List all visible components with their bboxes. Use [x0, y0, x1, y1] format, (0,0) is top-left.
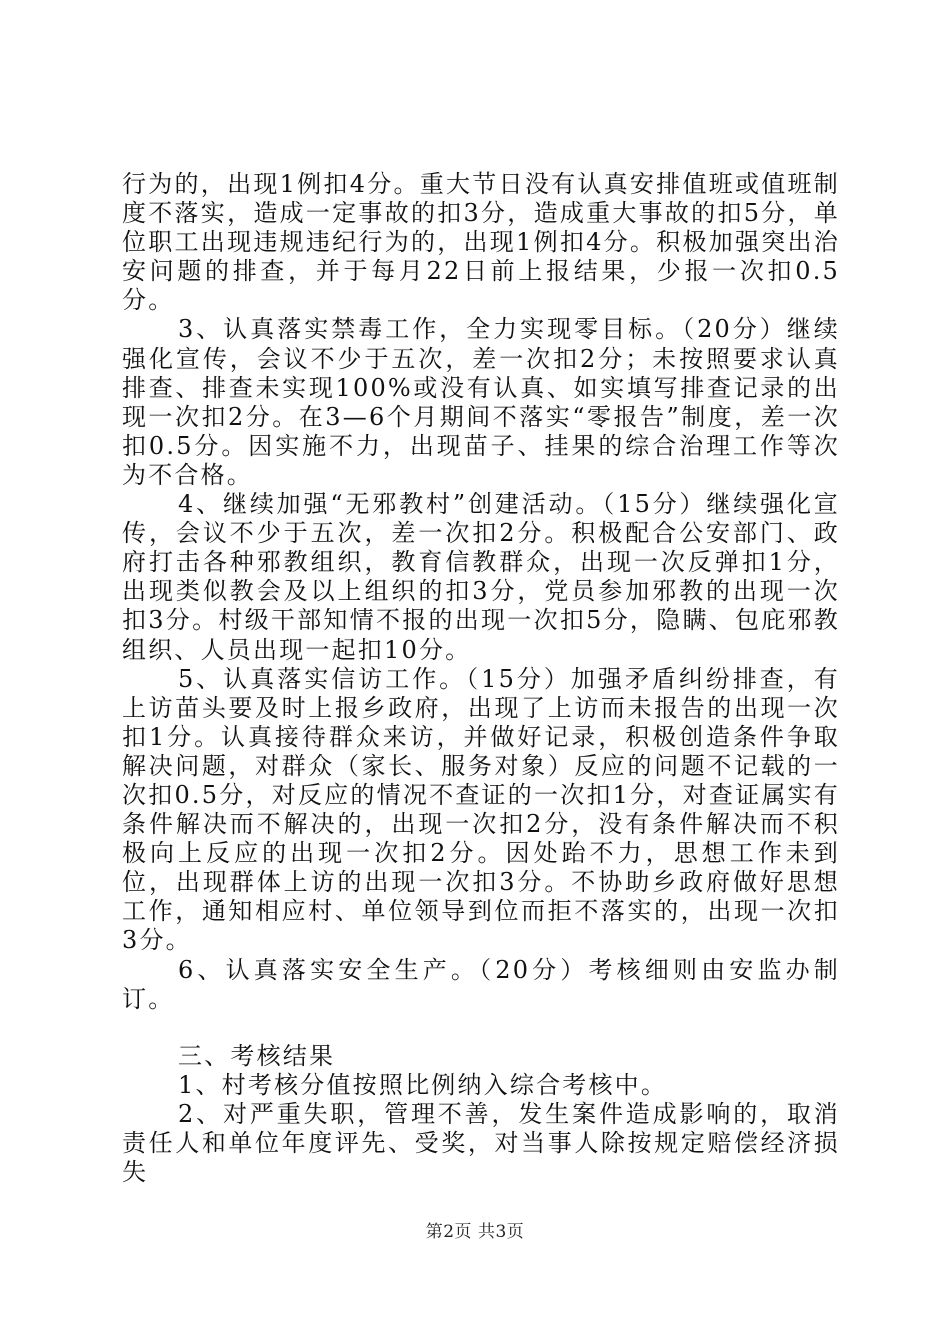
paragraph-item-6-safety: 6、认真落实安全生产。（20分）考核细则由安监办制订。	[122, 955, 840, 1013]
paragraph-item-4-anti-cult: 4、继续加强“无邪教村”创建活动。（15分）继续强化宣传，会议不少于五次，差一次扣2分。积极配合公安部门、政府打击各种邪教组织，教育信教群众，出现一次反弹扣1分，出现类似教会及以上组织的扣3分，党员参加邪教的出现一次扣3分。村级干部知情不报的出现一次扣5分，隐瞒、包庇邪教组织、人员出现一起扣10分。	[122, 490, 840, 664]
paragraph-continuation: 行为的，出现1例扣4分。重大节日没有认真安排值班或值班制度不落实，造成一定事故的扣3分，造成重大事故的扣5分，单位职工出现违规违纪行为的，出现1例扣4分。积极加强突出治安问题的排查，并于每月22日前上报结果，少报一次扣0.5分。	[122, 170, 840, 315]
result-item-1: 1、村考核分值按照比例纳入综合考核中。	[178, 1070, 668, 1099]
section-heading-results: 三、考核结果	[178, 1041, 336, 1070]
result-item-2: 2、对严重失职，管理不善，发生案件造成影响的，取消责任人和单位年度评先、受奖，对当事人除按规定赔偿经济损失	[122, 1099, 840, 1187]
page-number-footer: 第2页 共3页	[425, 1222, 525, 1242]
paragraph-item-3-drug-control: 3、认真落实禁毒工作，全力实现零目标。（20分）继续强化宣传，会议不少于五次，差一次扣2分；未按照要求认真排查、排查未实现100%或没有认真、如实填写排查记录的出现一次扣2分。在3—6个月期间不落实“零报告”制度，差一次扣0.5分。因实施不力，出现苗子、挂果的综合治理工作等次为不合格。	[122, 315, 840, 489]
paragraph-item-5-petition: 5、认真落实信访工作。（15分）加强矛盾纠纷排查，有上访苗头要及时上报乡政府，出现了上访而未报告的出现一次扣1分。认真接待群众来访，并做好记录，积极创造条件争取解决问题，对群众（家长、服务对象）反应的问题不记载的一次扣0.5分，对反应的情况不查证的一次扣1分，对查证属实有条件解决而不解决的，出现一次扣2分，没有条件解决而不积极向上反应的出现一次扣2分。因处跆不力，思想工作未到位，出现群体上访的出现一次扣3分。不协助乡政府做好思想工作，通知相应村、单位领导到位而拒不落实的，出现一次扣3分。	[122, 664, 840, 955]
document-body	[122, 170, 840, 1187]
